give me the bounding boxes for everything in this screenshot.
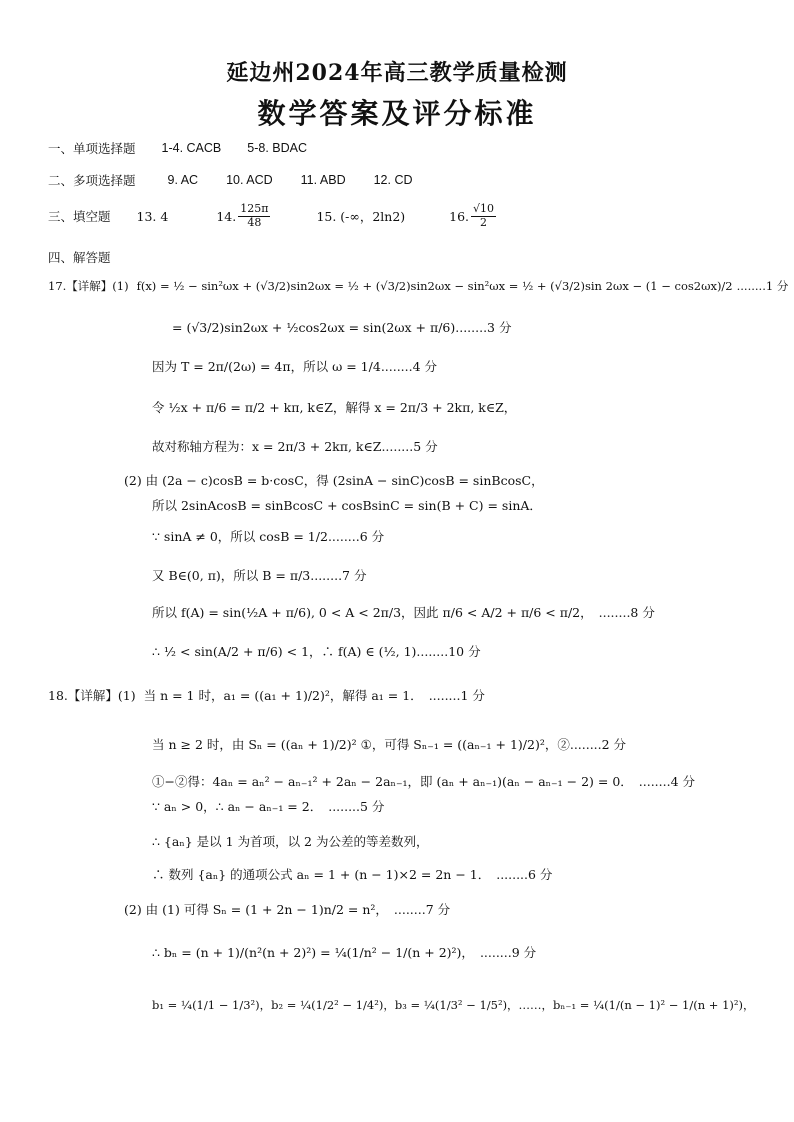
p18-expression: (2) 由 (1) 可得 Sₙ = (1 + 2n − 1)n/2 = n²， [124, 902, 388, 917]
p18-expression: b₁ = ¼(1/1 − 1/3²)，b₂ = ¼(1/2² − 1/4²)，b₃ = ¼(1/3² − 1/5²)，……，bₙ₋₁ = ¼(1/(n − 1)² − 1/(n + 1)²)， [152, 998, 755, 1012]
section-multi-choice [48, 171, 413, 189]
score-marker: ........1 分 [428, 688, 485, 703]
score-marker: ........5 分 [381, 439, 438, 454]
score-marker: ........4 分 [638, 774, 695, 789]
p17-expression: ∴ ½ < sin(A/2 + π/6) < 1，∴ f(A) ∈ (½, 1) [152, 644, 417, 659]
p17-expression: 又 B∈(0, π)，所以 B = π/3 [152, 568, 311, 583]
answer-group: 10. ACD [226, 173, 273, 187]
answer-14-denominator: 48 [247, 215, 262, 229]
p18-line-4 [152, 797, 384, 815]
p18-heading: 18.【详解】(1) [48, 688, 136, 703]
score-marker: ........3 分 [455, 320, 512, 335]
score-marker: ........7 分 [310, 568, 367, 583]
score-marker: ........2 分 [569, 737, 627, 752]
p17-heading: 17.【详解】(1) [48, 279, 129, 293]
answer-14-fraction [238, 203, 270, 229]
p17-line-9 [152, 566, 366, 584]
p18-expression: ∴ {aₙ} 是以 1 为首项，以 2 为公差的等差数列， [152, 834, 429, 849]
score-marker: ........10 分 [416, 644, 481, 659]
score-marker: ........7 分 [393, 902, 451, 917]
score-marker: ........6 分 [327, 529, 385, 544]
p18-expression: 当 n = 1 时，a₁ = ((a₁ + 1)/2)²，解得 a₁ = 1． [143, 688, 423, 703]
p17-expression: f(x) = ½ − sin²ωx + (√3/2)sin2ωx = ½ + (√3/2)sin2ωx − sin²ωx = ½ + (√3/2)sin 2ωx − (1 − cos2ωx)/2 [136, 279, 733, 293]
p17-line-4 [152, 398, 516, 416]
p17-line-2 [172, 318, 511, 336]
p18-expression: ∴ 数列 {aₙ} 的通项公式 aₙ = 1 + (n − 1)×2 = 2n − 1． [152, 867, 491, 882]
answer-16-fraction [471, 203, 496, 229]
p18-expression: ①−②得：4aₙ = aₙ² − aₙ₋₁² + 2aₙ − 2aₙ₋₁，即 (aₙ + aₙ₋₁)(aₙ − aₙ₋₁ − 2) = 0． [152, 774, 633, 789]
p17-expression: 所以 f(A) = sin(½A + π/6), 0 < A < 2π/3，因此 π/6 < A/2 + π/6 < π/2， [152, 605, 593, 620]
p18-line-7 [124, 900, 450, 918]
p18-line-3 [152, 772, 695, 790]
p17-expression: 所以 2sinAcosB = sinBcosC + cosBsinC = sin(B + C) = sinA． [152, 498, 542, 513]
answer-14-numerator: 125π [240, 201, 269, 215]
answer-14-label: 14. [216, 208, 237, 224]
section-solutions [48, 248, 111, 266]
section-label: 四、解答题 [48, 250, 111, 265]
p17-expression: 令 ½x + π/6 = π/2 + kπ, k∈Z，解得 x = 2π/3 + 2kπ, k∈Z， [152, 400, 517, 415]
p17-expression: ∵ sinA ≠ 0，所以 cosB = 1/2 [152, 529, 328, 544]
p17-line-8 [152, 527, 384, 545]
p18-line-6 [152, 865, 552, 883]
p17-line-10 [152, 603, 655, 621]
p18-line-2 [152, 735, 626, 753]
p18-line-5 [152, 832, 428, 850]
answer-group: 5-8. BDAC [247, 141, 308, 155]
section-label: 一、单项选择题 [48, 141, 136, 156]
answer-16-label: 16. [449, 208, 470, 224]
p18-expression: ∵ aₙ > 0，∴ aₙ − aₙ₋₁ = 2． [152, 799, 323, 814]
answer-16-numerator: √10 [473, 201, 495, 215]
score-marker: ........8 分 [598, 605, 655, 620]
score-marker: ........5 分 [328, 799, 385, 814]
answer-group: 1-4. CACB [161, 141, 222, 155]
p17-line-5 [152, 437, 438, 455]
answer-13: 13. 4 [136, 208, 169, 224]
p18-line-1 [48, 686, 485, 704]
p17-line-1 [48, 278, 788, 294]
p18-line-8 [152, 943, 536, 961]
p18-line-9 [152, 997, 754, 1013]
score-marker: ........9 分 [479, 945, 537, 960]
p17-line-6 [124, 471, 544, 489]
p17-expression: 因为 T = 2π/(2ω) = 4π，所以 ω = 1/4 [152, 359, 381, 374]
p18-expression: ∴ bₙ = (n + 1)/(n²(n + 2)²) = ¼(1/n² − 1/(n + 2)²)， [152, 945, 474, 960]
document-subtitle: 数学答案及评分标准 [257, 97, 537, 130]
p17-expression: 故对称轴方程为：x = 2π/3 + 2kπ, k∈Z [152, 439, 382, 454]
answer-group: 11. ABD [300, 173, 346, 187]
p17-line-11 [152, 642, 481, 660]
p17-line-3 [152, 357, 437, 375]
p17-expression: = (√3/2)sin2ωx + ½cos2ωx = sin(2ωx + π/6) [172, 319, 456, 335]
section-label: 三、填空题 [48, 209, 111, 224]
score-marker: ........1 分 [736, 279, 789, 293]
p18-expression: 当 n ≥ 2 时，由 Sₙ = ((aₙ + 1)/2)² ①，可得 Sₙ₋₁ = ((aₙ₋₁ + 1)/2)²，② [152, 737, 570, 752]
section-label: 二、多项选择题 [48, 173, 136, 188]
p17-expression: (2) 由 (2a − c)cosB = b·cosC，得 (2sinA − sinC)cosB = sinBcosC， [124, 473, 544, 488]
p17-line-7 [152, 496, 542, 514]
document-title: 延边州2024年高三教学质量检测 [226, 60, 568, 86]
score-marker: ........4 分 [380, 359, 438, 374]
section-fill-blank [48, 198, 498, 234]
section-single-choice [48, 139, 307, 157]
answer-15: 15. (-∞，2ln2) [316, 209, 406, 224]
score-marker: ........6 分 [496, 867, 553, 882]
answer-16-denominator: 2 [480, 215, 488, 229]
answer-group: 12. CD [373, 173, 413, 187]
answer-group: 9. AC [167, 173, 199, 187]
